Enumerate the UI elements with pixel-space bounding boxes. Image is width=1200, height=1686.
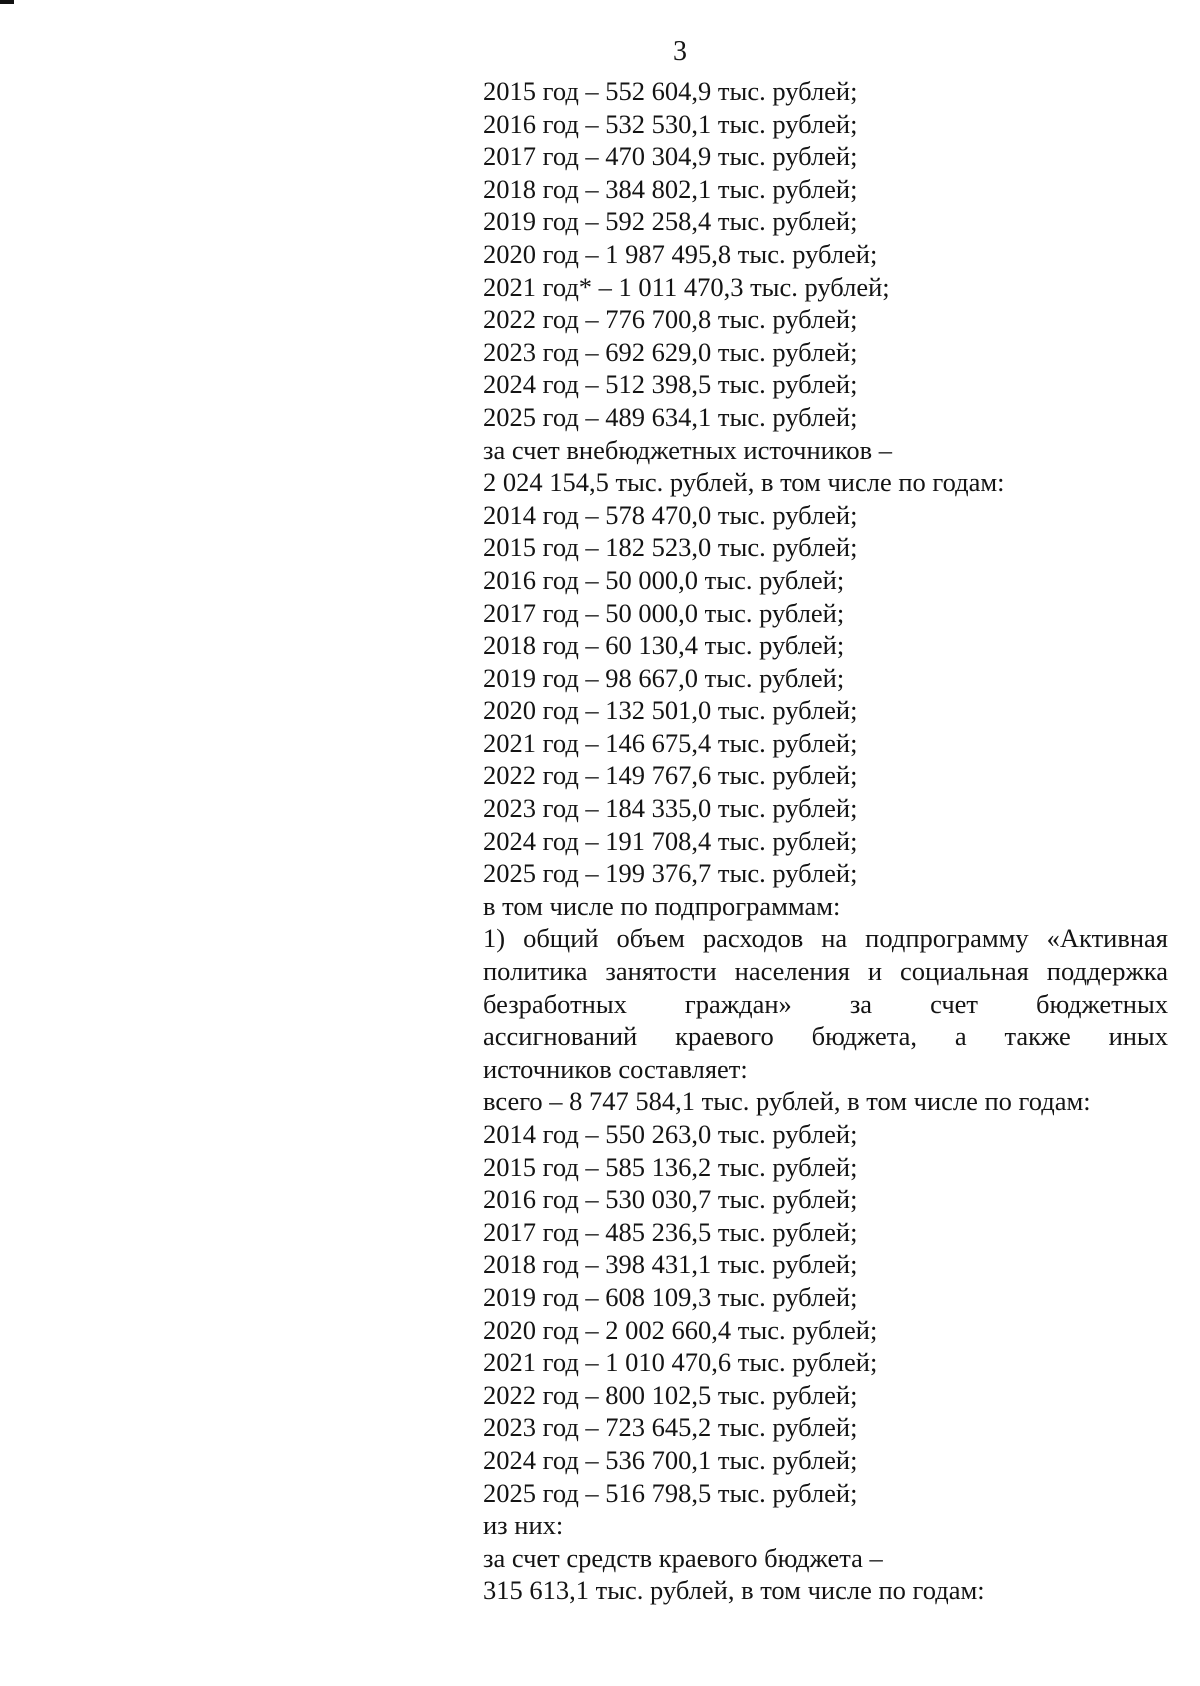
extrabudget-year-line: 2021 год – 146 675,4 тыс. рублей; [483,727,858,758]
extrabudget-year-line: 2023 год – 184 335,0 тыс. рублей; [483,793,858,824]
extrabudget-year-line: 2017 год – 50 000,0 тыс. рублей; [483,597,845,628]
regional-budget-total: 315 613,1 тыс. рублей, в том числе по годам: [483,1575,985,1606]
extrabudget-year-line: 2024 год – 191 708,4 тыс. рублей; [483,825,858,856]
extrabudget-year-line: 2020 год – 132 501,0 тыс. рублей; [483,695,858,726]
extrabudget-year-line: 2014 год – 578 470,0 тыс. рублей; [483,499,858,530]
budget-year-line: 2023 год – 692 629,0 тыс. рублей; [483,336,858,367]
budget-year-line: 2017 год – 470 304,9 тыс. рублей; [483,141,858,172]
subprogram-year-line: 2024 год – 536 700,1 тыс. рублей; [483,1444,858,1475]
subprogram-1-paragraph [483,922,1168,1085]
regional-budget-heading: за счет средств краевого бюджета – [483,1542,883,1573]
budget-year-line: 2021 год* – 1 011 470,3 тыс. рублей; [483,271,890,302]
budget-by-year-list [483,75,1168,434]
subprogram-year-line: 2017 год – 485 236,5 тыс. рублей; [483,1216,858,1247]
extrabudget-by-year-list [483,499,1168,890]
subprogram-year-line: 2021 год – 1 010 470,6 тыс. рублей; [483,1347,878,1378]
subprogram-year-line: 2019 год – 608 109,3 тыс. рублей; [483,1281,858,1312]
subprogram-year-line: 2022 год – 800 102,5 тыс. рублей; [483,1379,858,1410]
budget-year-line: 2015 год – 552 604,9 тыс. рублей; [483,76,858,106]
subprogram-year-line: 2014 год – 550 263,0 тыс. рублей; [483,1119,858,1149]
subprogram-year-line: 2023 год – 723 645,2 тыс. рублей; [483,1412,858,1443]
subprogram-year-line: 2018 год – 398 431,1 тыс. рублей; [483,1249,858,1280]
budget-year-line: 2024 год – 512 398,5 тыс. рублей; [483,369,858,400]
subprogram-year-line: 2025 год – 516 798,5 тыс. рублей; [483,1477,858,1508]
of-them-label: из них: [483,1510,564,1541]
subprogram-year-line: 2015 год – 585 136,2 тыс. рублей; [483,1151,858,1182]
extrabudget-year-line: 2015 год – 182 523,0 тыс. рублей; [483,532,858,563]
paragraph-line: политика занятости населения и социальная поддержка [483,956,1168,987]
paragraph-line: источников составляет: [483,1053,748,1084]
page-number: 3 [673,36,687,67]
subprogram-year-line: 2016 год – 530 030,7 тыс. рублей; [483,1184,858,1215]
extrabudget-year-line: 2019 год – 98 667,0 тыс. рублей; [483,662,845,693]
subprogram-year-line: 2020 год – 2 002 660,4 тыс. рублей; [483,1314,878,1345]
budget-year-line: 2019 год – 592 258,4 тыс. рублей; [483,206,858,237]
extrabudget-year-line: 2022 год – 149 767,6 тыс. рублей; [483,760,858,791]
paragraph-line: безработных граждан» за счет бюджетных [483,988,1168,1019]
extrabudget-year-line: 2025 год – 199 376,7 тыс. рублей; [483,858,858,889]
subprogram-1-by-year-list [483,1118,1168,1509]
budget-year-line: 2016 год – 532 530,1 тыс. рублей; [483,108,858,139]
subprograms-heading: в том числе по подпрограммам: [483,890,841,921]
extrabudget-year-line: 2018 год – 60 130,4 тыс. рублей; [483,630,845,661]
budget-year-line: 2018 год – 384 802,1 тыс. рублей; [483,173,858,204]
budget-year-line: 2022 год – 776 700,8 тыс. рублей; [483,304,858,335]
subprogram-1-total: всего – 8 747 584,1 тыс. рублей, в том числе по годам: [483,1086,1091,1117]
extrabudget-heading: за счет внебюджетных источников – [483,434,893,465]
extrabudget-year-line: 2016 год – 50 000,0 тыс. рублей; [483,564,845,595]
paragraph-line: ассигнований краевого бюджета, а также иных [483,1021,1168,1052]
budget-year-line: 2025 год – 489 634,1 тыс. рублей; [483,401,858,432]
document-body [483,75,1168,1607]
scan-corner-mark [0,0,14,4]
paragraph-line: 1) общий объем расходов на подпрограмму «Активная [483,923,1168,954]
extrabudget-total: 2 024 154,5 тыс. рублей, в том числе по годам: [483,467,1005,498]
budget-year-line: 2020 год – 1 987 495,8 тыс. рублей; [483,238,878,269]
